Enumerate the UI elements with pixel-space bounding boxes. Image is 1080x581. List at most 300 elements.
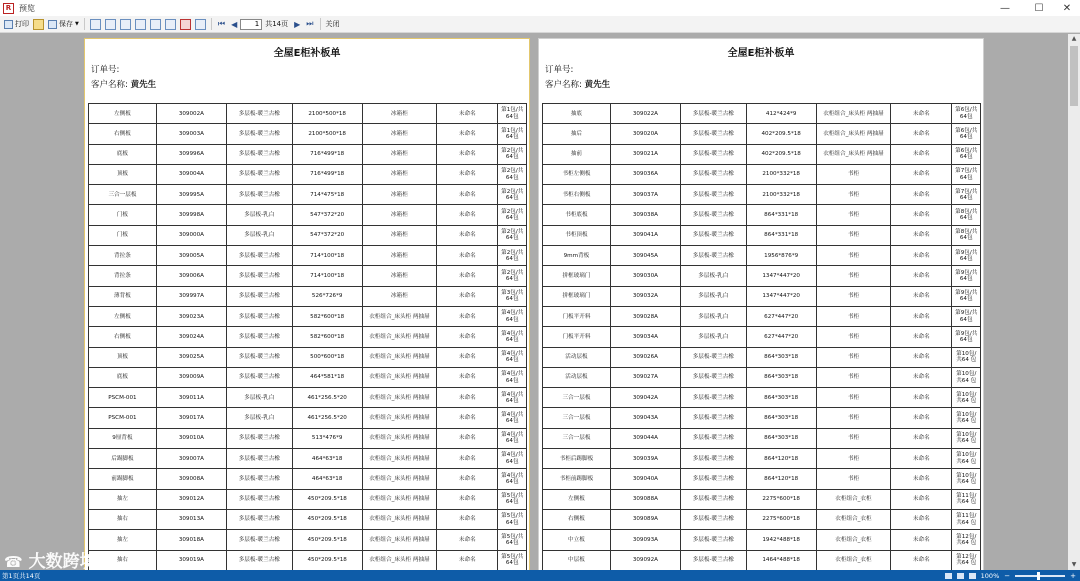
table-cell: 309024A [156, 327, 226, 347]
zoom-in-icon[interactable]: + [1070, 571, 1076, 580]
table-cell: 书柜 [816, 327, 890, 347]
single-view-icon[interactable] [945, 573, 952, 579]
toolbar-separator [211, 18, 212, 30]
table-cell: 309043A [610, 408, 680, 428]
table-row [89, 266, 527, 286]
table-cell: 第10包/共64 包 [952, 367, 981, 387]
table-cell: 未命名 [437, 286, 498, 306]
table-cell: 309089A [610, 509, 680, 529]
table-cell: PSCM-001 [89, 408, 157, 428]
table-row [89, 124, 527, 144]
table-cell: 多层板-暖兰古橡 [680, 246, 746, 266]
printer-icon [4, 20, 13, 29]
table-row [89, 104, 527, 124]
table-cell: 多层板-乳白 [226, 388, 292, 408]
table-cell: 右侧板 [89, 124, 157, 144]
print-button[interactable]: 打印 [2, 18, 31, 31]
table-cell: 多层板-暖兰古橡 [226, 104, 292, 124]
parts-table [88, 103, 527, 570]
save-button[interactable]: 保存 ▼ [46, 18, 81, 31]
table-row [543, 408, 981, 428]
table-row [543, 550, 981, 570]
table-cell: 309009A [156, 367, 226, 387]
table-row [89, 408, 527, 428]
table-cell: 书柜后踢脚板 [543, 449, 611, 469]
table-cell: 书柜 [816, 469, 890, 489]
table-cell: 309044A [610, 428, 680, 448]
table-cell: 书柜 [816, 225, 890, 245]
table-row [89, 205, 527, 225]
table-cell: 右侧板 [543, 509, 611, 529]
table-cell: 多层板-暖兰古橡 [680, 185, 746, 205]
table-cell: 多层板-暖兰古橡 [226, 144, 292, 164]
table-cell: 未命名 [437, 185, 498, 205]
next-page-icon[interactable]: ▶ [294, 19, 301, 29]
vertical-scrollbar[interactable] [1068, 34, 1080, 570]
table-cell: 309008A [156, 469, 226, 489]
table-cell: 第2包/共64包 [498, 225, 527, 245]
table-cell: 未命名 [891, 530, 952, 550]
table-cell: 309997A [156, 286, 226, 306]
table-cell: 464*581*18 [292, 367, 362, 387]
email-icon[interactable] [90, 19, 101, 30]
table-cell: 第6包/共64包 [952, 104, 981, 124]
table-cell: 未命名 [437, 104, 498, 124]
table-cell: 书柜 [816, 306, 890, 326]
table-cell: 多层板-乳白 [226, 225, 292, 245]
table-row [543, 347, 981, 367]
table-row [543, 246, 981, 266]
double-view-icon[interactable] [957, 573, 964, 579]
table-cell: 1956*876*9 [746, 246, 816, 266]
table-cell: 衣柜组合_床头柜 两抽屉 [362, 530, 436, 550]
table-row [543, 489, 981, 509]
table-cell: 450*209.5*18 [292, 489, 362, 509]
table-cell: 309041A [610, 225, 680, 245]
table-row [543, 205, 981, 225]
table-cell: 未命名 [891, 144, 952, 164]
table-row [89, 367, 527, 387]
table-cell: 衣柜组合_床头柜 两抽屉 [816, 144, 890, 164]
table-row [543, 164, 981, 184]
table-cell: 多层板-暖兰古橡 [226, 124, 292, 144]
table-cell: 第2包/共64包 [498, 164, 527, 184]
table-cell: 864*120*18 [746, 469, 816, 489]
table-cell: 衣柜组合_床头柜 两抽屉 [362, 388, 436, 408]
table-row [89, 327, 527, 347]
table-cell: 未命名 [437, 144, 498, 164]
table-cell: 第9包/共64包 [952, 266, 981, 286]
table-cell: 第12包/共64 包 [952, 550, 981, 570]
table-cell: 未命名 [437, 124, 498, 144]
table-cell: 多层板-暖兰古橡 [226, 164, 292, 184]
scroll-up-icon[interactable]: ▲ [1071, 35, 1077, 42]
prev-page-icon[interactable]: ◀ [231, 19, 238, 29]
table-cell: 未命名 [437, 428, 498, 448]
minimize-button[interactable]: — [1000, 2, 1010, 14]
zoom-out-icon[interactable]: − [1004, 571, 1011, 580]
table-cell: 抽底 [543, 104, 611, 124]
thumbnail-icon[interactable] [195, 19, 206, 30]
table-cell: 多层板-暖兰古橡 [226, 489, 292, 509]
table-cell: 716*499*18 [292, 144, 362, 164]
table-cell: 多层板-乳白 [680, 306, 746, 326]
table-cell: 513*476*9 [292, 428, 362, 448]
table-cell: 第9包/共64包 [952, 286, 981, 306]
table-cell: 未命名 [437, 225, 498, 245]
table-row [543, 104, 981, 124]
table-cell: 书柜 [816, 164, 890, 184]
table-cell: 1347*447*20 [746, 266, 816, 286]
table-cell: 未命名 [891, 205, 952, 225]
table-cell: 拼框玻璃门 [543, 286, 611, 306]
table-cell: 多层板-暖兰古橡 [226, 306, 292, 326]
edit-icon[interactable] [150, 19, 161, 30]
table-cell: 抽左 [89, 530, 157, 550]
app-icon: R [3, 3, 14, 14]
open-icon[interactable] [33, 19, 44, 30]
table-cell: 第9包/共64包 [952, 246, 981, 266]
table-cell: 多层板-暖兰古橡 [680, 449, 746, 469]
table-cell: 冰箱柜 [362, 185, 436, 205]
table-cell: 第1包/共64包 [498, 124, 527, 144]
table-cell: 冰箱柜 [362, 144, 436, 164]
table-row [89, 185, 527, 205]
table-cell: 未命名 [891, 124, 952, 144]
table-cell: 第2包/共64包 [498, 205, 527, 225]
table-cell: 309021A [610, 144, 680, 164]
table-cell: 前踢脚板 [89, 469, 157, 489]
table-cell: 多层板-暖兰古橡 [680, 489, 746, 509]
table-cell: 多层板-暖兰古橡 [680, 144, 746, 164]
page-title: 全屋E柜补板单 [273, 48, 341, 59]
scroll-thumb[interactable] [1070, 46, 1078, 106]
table-cell: 左侧板 [89, 306, 157, 326]
table-cell: 未命名 [437, 388, 498, 408]
table-cell: 未命名 [891, 550, 952, 570]
table-cell: 309000A [156, 225, 226, 245]
parts-table [542, 103, 981, 570]
table-cell: 464*63*18 [292, 469, 362, 489]
table-cell: 1464*488*18 [746, 550, 816, 570]
table-cell: 未命名 [437, 550, 498, 570]
table-cell: 多层板-暖兰古橡 [226, 428, 292, 448]
table-cell: 309996A [156, 144, 226, 164]
table-cell: 第10包/共64 包 [952, 388, 981, 408]
table-cell: 464*63*18 [292, 449, 362, 469]
table-cell: 活动层板 [543, 347, 611, 367]
table-row [89, 550, 527, 570]
table-cell: 2275*600*18 [746, 509, 816, 529]
table-cell: 第10包/共64 包 [952, 347, 981, 367]
table-cell: 309003A [156, 124, 226, 144]
table-cell: 309013A [156, 509, 226, 529]
table-cell: 右侧板 [89, 327, 157, 347]
maximize-button[interactable]: ☐ [1034, 2, 1044, 14]
table-cell: 309028A [610, 306, 680, 326]
table-cell: 526*726*9 [292, 286, 362, 306]
table-cell: 背拉条 [89, 246, 157, 266]
table-cell: 书柜前踢脚板 [543, 469, 611, 489]
table-cell: 多层板-暖兰古橡 [226, 550, 292, 570]
table-cell: 第4包/共64包 [498, 347, 527, 367]
table-cell: 衣柜组合_衣柜 [816, 509, 890, 529]
table-cell: 书柜 [816, 205, 890, 225]
table-cell: 第10包/共64 包 [952, 428, 981, 448]
table-cell: 多层板-暖兰古橡 [226, 367, 292, 387]
table-cell: 多层板-暖兰古橡 [680, 469, 746, 489]
table-cell: 衣柜组合_床头柜 两抽屉 [362, 428, 436, 448]
table-cell: 第2包/共64包 [498, 266, 527, 286]
table-cell: 未命名 [891, 388, 952, 408]
table-row [543, 367, 981, 387]
table-cell: 864*120*18 [746, 449, 816, 469]
table-cell: 多层板-暖兰古橡 [680, 124, 746, 144]
table-cell: 309007A [156, 449, 226, 469]
table-cell: 冰箱柜 [362, 246, 436, 266]
table-cell: 冰箱柜 [362, 124, 436, 144]
table-cell: 第5包/共64包 [498, 489, 527, 509]
table-cell: 第2包/共64包 [498, 185, 527, 205]
table-cell: 2100*500*18 [292, 104, 362, 124]
table-cell: 抽右 [89, 509, 157, 529]
table-row [543, 286, 981, 306]
table-cell: 门板 [89, 205, 157, 225]
zoom-slider[interactable] [1015, 575, 1065, 577]
table-cell: 多层板-暖兰古橡 [226, 286, 292, 306]
table-row [89, 144, 527, 164]
table-cell: 309002A [156, 104, 226, 124]
table-cell: 第4包/共64包 [498, 367, 527, 387]
zoom-slider-thumb[interactable] [1037, 572, 1040, 580]
scroll-down-icon[interactable]: ▼ [1071, 561, 1077, 568]
table-row [89, 469, 527, 489]
table-cell: 309036A [610, 164, 680, 184]
table-cell: 309010A [156, 428, 226, 448]
table-row [543, 428, 981, 448]
table-cell: 多层板-乳白 [680, 286, 746, 306]
customer-name: 客户名称: 黄先生 [545, 80, 611, 90]
table-cell: 第7包/共64包 [952, 164, 981, 184]
table-cell: 第8包/共64包 [952, 205, 981, 225]
table-cell: 864*331*18 [746, 205, 816, 225]
table-cell: 第4包/共64包 [498, 306, 527, 326]
table-row [543, 469, 981, 489]
table-cell: 底板 [89, 367, 157, 387]
table-cell: 多层板-暖兰古橡 [226, 266, 292, 286]
table-cell: 书柜 [816, 185, 890, 205]
table-cell: 多层板-暖兰古橡 [226, 347, 292, 367]
table-cell: 衣柜组合_床头柜 两抽屉 [816, 124, 890, 144]
table-cell: 309019A [156, 550, 226, 570]
table-cell: 864*303*18 [746, 408, 816, 428]
table-cell: 未命名 [437, 408, 498, 428]
order-number: 订单号: [91, 65, 120, 75]
table-cell: 309027A [610, 367, 680, 387]
table-cell: 未命名 [891, 367, 952, 387]
table-cell: 2100*332*18 [746, 164, 816, 184]
table-cell: 衣柜组合_床头柜 两抽屉 [362, 469, 436, 489]
table-cell: 未命名 [437, 266, 498, 286]
table-cell: 未命名 [437, 246, 498, 266]
table-cell: 多层板-暖兰古橡 [680, 550, 746, 570]
table-cell: 309006A [156, 266, 226, 286]
page-title: 全屋E柜补板单 [727, 48, 795, 59]
export-pdf-icon[interactable] [180, 19, 191, 30]
table-cell: 309011A [156, 388, 226, 408]
table-row [543, 144, 981, 164]
table-cell: 未命名 [891, 449, 952, 469]
table-cell: 底板 [89, 144, 157, 164]
title-bar [0, 0, 1080, 16]
table-cell: 第2包/共64包 [498, 144, 527, 164]
table-cell: 多层板-暖兰古橡 [680, 367, 746, 387]
table-cell: 未命名 [437, 469, 498, 489]
table-cell: 第4包/共64包 [498, 428, 527, 448]
first-page-icon[interactable]: ⏮ [217, 19, 226, 28]
table-cell: 864*331*18 [746, 225, 816, 245]
table-cell: 未命名 [891, 306, 952, 326]
table-cell: 左侧板 [89, 104, 157, 124]
table-cell: 顶板 [89, 164, 157, 184]
table-cell: 未命名 [891, 428, 952, 448]
watermark-logo: ☎ 大数跨境 [4, 552, 97, 572]
table-cell: 门板平开料 [543, 327, 611, 347]
table-cell: 第7包/共64包 [952, 185, 981, 205]
table-cell: 第10包/共64 包 [952, 469, 981, 489]
close-window-button[interactable]: ✕ [1062, 2, 1072, 14]
table-cell: 冰箱柜 [362, 104, 436, 124]
table-cell: 714*100*18 [292, 266, 362, 286]
table-cell: 9厘背板 [89, 428, 157, 448]
table-cell: 冰箱柜 [362, 164, 436, 184]
table-cell: 多层板-暖兰古橡 [680, 347, 746, 367]
table-cell: 309998A [156, 205, 226, 225]
table-cell: 714*100*18 [292, 246, 362, 266]
table-cell: 第5包/共64包 [498, 530, 527, 550]
table-cell: 未命名 [437, 327, 498, 347]
table-cell: 背拉条 [89, 266, 157, 286]
table-cell: 未命名 [437, 164, 498, 184]
table-cell: 未命名 [891, 327, 952, 347]
table-cell: 未命名 [437, 509, 498, 529]
table-cell: 未命名 [437, 306, 498, 326]
table-cell: 多层板-暖兰古橡 [226, 509, 292, 529]
table-row [89, 509, 527, 529]
table-row [89, 164, 527, 184]
table-cell: 309088A [610, 489, 680, 509]
table-row [543, 185, 981, 205]
table-row [543, 124, 981, 144]
table-cell: 第6包/共64包 [952, 124, 981, 144]
table-cell: 500*600*18 [292, 347, 362, 367]
table-cell: 第11包/共64 包 [952, 509, 981, 529]
table-cell: 309032A [610, 286, 680, 306]
table-row [543, 266, 981, 286]
table-row [89, 489, 527, 509]
status-bar [0, 570, 1080, 581]
table-cell: 多层板-暖兰古橡 [680, 530, 746, 550]
customer-name: 客户名称: 黄先生 [91, 80, 157, 90]
table-cell: 未命名 [891, 408, 952, 428]
table-cell: 衣柜组合_衣柜 [816, 550, 890, 570]
table-cell: 书柜 [816, 449, 890, 469]
table-cell: 309026A [610, 347, 680, 367]
table-cell: 抽后 [543, 124, 611, 144]
table-cell: 多层板-暖兰古橡 [226, 469, 292, 489]
table-row [89, 530, 527, 550]
close-button[interactable]: 关闭 [325, 20, 340, 28]
table-cell: 抽左 [89, 489, 157, 509]
page-setup-icon[interactable] [120, 19, 131, 30]
table-cell: 309045A [610, 246, 680, 266]
find-icon[interactable] [105, 19, 116, 30]
table-row [89, 449, 527, 469]
table-cell: 顶板 [89, 347, 157, 367]
table-cell: 9mm背板 [543, 246, 611, 266]
table-cell: 书柜 [816, 246, 890, 266]
single-page-icon[interactable] [135, 19, 146, 30]
table-row [89, 246, 527, 266]
table-cell: 后踢脚板 [89, 449, 157, 469]
table-cell: 309023A [156, 306, 226, 326]
table-cell: 书柜右侧板 [543, 185, 611, 205]
export-icon[interactable] [165, 19, 176, 30]
save-icon [48, 20, 57, 29]
table-row [543, 225, 981, 245]
table-cell: 309005A [156, 246, 226, 266]
table-cell: 衣柜组合_床头柜 两抽屉 [362, 449, 436, 469]
table-cell: 864*303*18 [746, 367, 816, 387]
table-cell: 衣柜组合_床头柜 两抽屉 [362, 367, 436, 387]
table-cell: 三合一层板 [543, 388, 611, 408]
table-cell: 第9包/共64包 [952, 306, 981, 326]
table-cell: 第4包/共64包 [498, 388, 527, 408]
multi-view-icon[interactable] [969, 573, 976, 579]
table-cell: 衣柜组合_床头柜 两抽屉 [362, 489, 436, 509]
table-cell: 309039A [610, 449, 680, 469]
table-cell: 多层板-暖兰古橡 [226, 246, 292, 266]
table-cell: 书柜底板 [543, 205, 611, 225]
table-cell: 多层板-乳白 [226, 408, 292, 428]
table-cell: 多层板-暖兰古橡 [680, 104, 746, 124]
last-page-icon[interactable]: ⏭ [306, 19, 314, 28]
table-cell: 309004A [156, 164, 226, 184]
table-cell: 第11包/共64 包 [952, 489, 981, 509]
table-cell: 书柜 [816, 367, 890, 387]
table-row [89, 388, 527, 408]
toolbar [0, 16, 1080, 33]
table-cell: 461*256.5*20 [292, 388, 362, 408]
report-page [84, 38, 530, 570]
table-cell: 衣柜组合_床头柜 两抽屉 [362, 550, 436, 570]
total-pages-label: 共14页 [265, 20, 289, 28]
table-cell: 1347*447*20 [746, 286, 816, 306]
table-cell: 多层板-暖兰古橡 [680, 164, 746, 184]
toolbar-separator [84, 18, 85, 30]
table-cell: 中立板 [543, 530, 611, 550]
table-row [543, 306, 981, 326]
preview-viewport[interactable] [0, 34, 1068, 570]
table-cell: 未命名 [891, 185, 952, 205]
table-cell: 461*256.5*20 [292, 408, 362, 428]
page-number-input[interactable] [240, 19, 262, 30]
table-cell: 抽右 [89, 550, 157, 570]
report-page [538, 38, 984, 570]
table-cell: 309042A [610, 388, 680, 408]
table-row [543, 449, 981, 469]
table-cell: 书柜 [816, 388, 890, 408]
